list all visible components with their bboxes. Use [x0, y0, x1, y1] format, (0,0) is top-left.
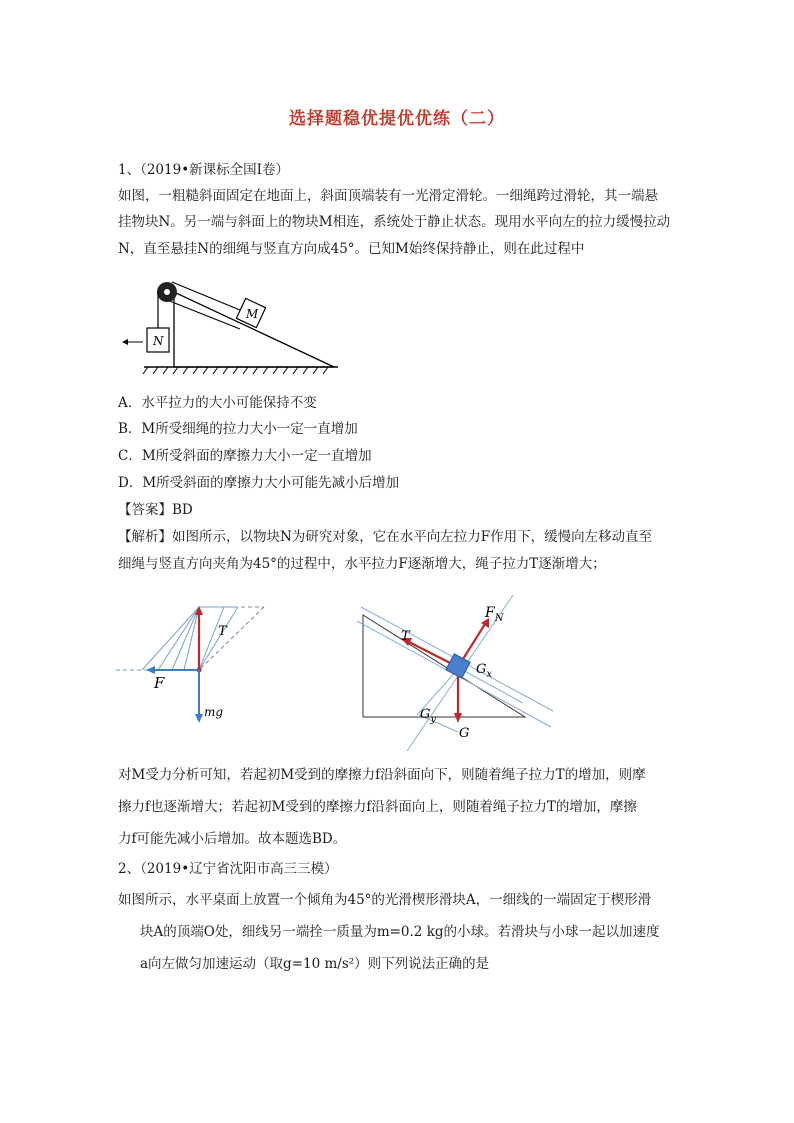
gravity-arrow-icon [454, 713, 462, 723]
pull-force-arrow-icon [146, 666, 155, 674]
q1-option-b: B．M所受细绳的拉力大小一定一直增加 [118, 421, 358, 437]
label-mg: mg [204, 705, 224, 719]
q1-option-a: A．水平拉力的大小可能保持不变 [118, 395, 317, 411]
label-Gx: $G_x$ [476, 662, 493, 680]
q2-source: 2、（2019•辽宁省沈阳市高三三模） [118, 861, 338, 877]
q2-stem-line-1: 如图所示，水平桌面上放置一个倾角为45°的光滑楔形滑块A，一细线的一端固定于楔形滑 [118, 892, 652, 908]
q1-stem-line-1: 如图，一粗糙斜面固定在地面上，斜面顶端装有一光滑定滑轮。一细绳跨过滑轮，其一端悬 [118, 188, 658, 204]
label-F: F [154, 674, 165, 692]
q1-analysis2-line-2: 擦力f也逐渐增大；若起初M受到的摩擦力f沿斜面向上，则随着绳子拉力T的增加，摩擦 [118, 799, 637, 815]
q1-analysis2-line-3: 力f可能先减小后增加。故本题选BD。 [118, 831, 347, 847]
q1-stem-line-2: 挂物块N。另一端与斜面上的物块M相连，系统处于静止状态。现用水平向左的拉力缓慢拉动 [118, 214, 671, 230]
q2-stem-line-2: 块A的顶端O处，细线另一端拴一质量为m=0.2 kg的小球。若滑块与小球一起以加速度 [140, 924, 660, 940]
q1-analysis-line-1: 【解析】如图所示，以物块N为研究对象，它在水平向左拉力F作用下，缓慢向左移动直至 [118, 529, 653, 545]
q1-stem-line-3: N，直至悬挂N的细绳与竖直方向成45°。已知M始终保持静止，则在此过程中 [118, 241, 585, 257]
block-n-label: N [153, 334, 164, 348]
label-G: G [459, 726, 470, 741]
pull-arrow-icon [122, 339, 128, 345]
q2-stem-line-3: a向左做匀加速运动（取g=10 m/s²）则下列说法正确的是 [140, 956, 490, 972]
q1-option-c: C．M所受斜面的摩擦力大小一定一直增加 [118, 448, 372, 464]
q1-option-d: D．M所受斜面的摩擦力大小可能先减小后增加 [118, 475, 400, 491]
q1-free-body-figure [355, 585, 555, 755]
label-Gy: $G_y$ [420, 707, 437, 725]
gravity-arrow-icon [195, 714, 203, 723]
block-m-label: M [246, 307, 259, 321]
incline-triangle [363, 615, 525, 717]
q1-analysis2-line-1: 对M受力分析可知，若起初M受到的摩擦力f沿斜面向下，则随着绳子拉力T的增加，则摩 [118, 767, 646, 783]
q1-source: 1、（2019•新课标全国Ⅰ卷） [118, 162, 289, 178]
q1-force-triangle-figure [112, 595, 272, 730]
q1-incline-figure [112, 270, 352, 382]
label-T: T [218, 624, 227, 639]
label-FN: $F_N$ [485, 605, 504, 624]
q1-answer: 【答案】BD [118, 502, 193, 518]
block-m-body [446, 654, 470, 678]
label-T: T [401, 629, 410, 644]
page-title: 选择题稳优提优优练（二） [289, 109, 505, 129]
q1-analysis-line-2: 细绳与竖直方向夹角为45°的过程中，水平拉力F逐渐增大，绳子拉力T逐渐增大； [118, 556, 606, 572]
